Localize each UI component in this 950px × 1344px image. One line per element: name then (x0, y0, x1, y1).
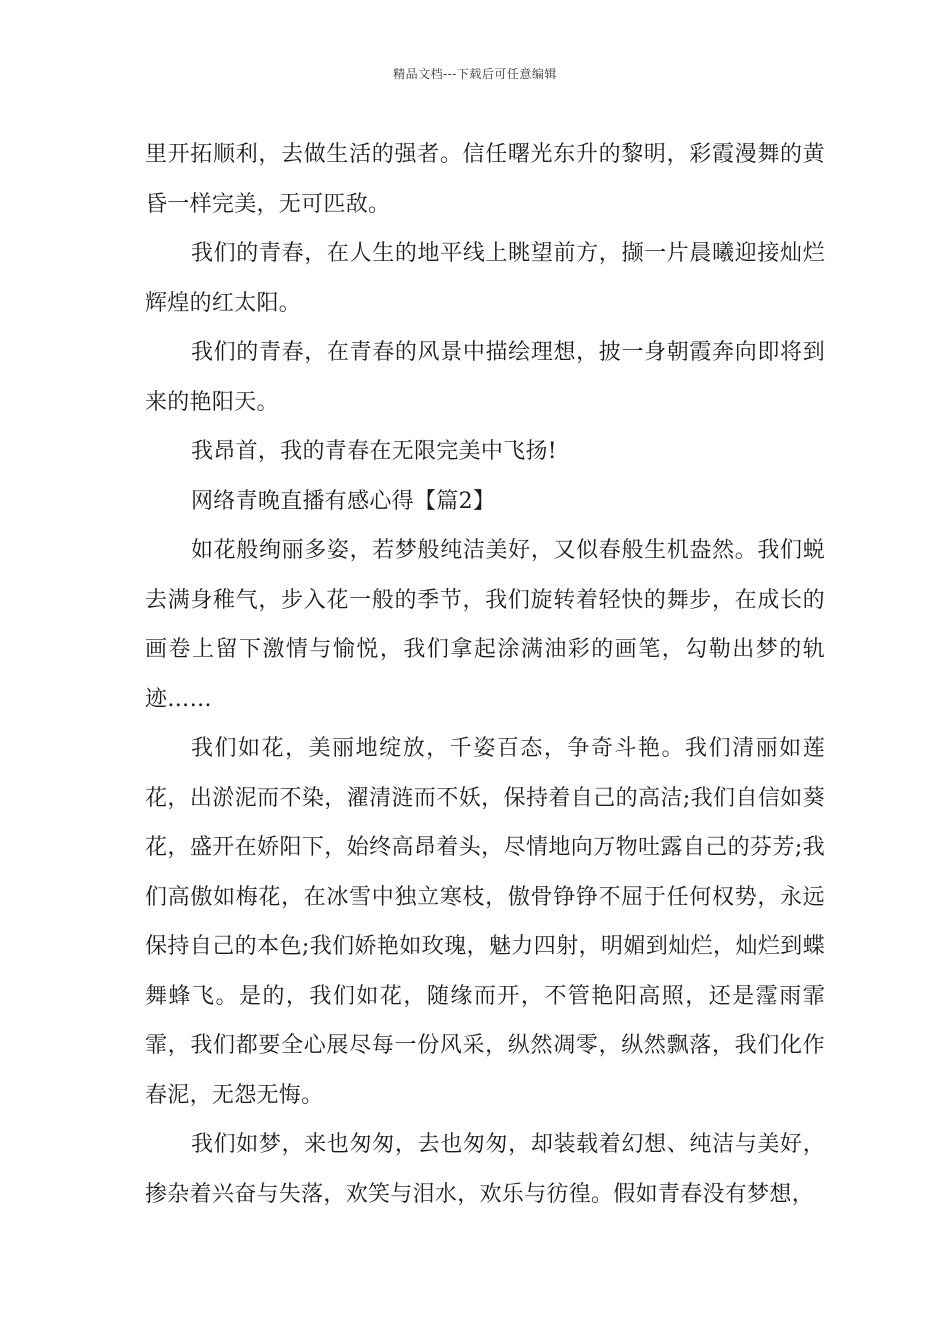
paragraph: 我们如梦，来也匆匆，去也匆匆，却装载着幻想、纯洁与美好，掺杂着兴奋与失落，欢笑与泪水，欢乐与彷徨。假如青春没有梦想， (145, 1132, 825, 1207)
paragraph: 我昂首，我的青春在无限完美中飞扬! (191, 439, 557, 464)
page-header: 精品文档---下载后可任意编辑 (393, 67, 557, 81)
paragraph: 我们如花，美丽地绽放，千姿百态，争奇斗艳。我们清丽如莲花，出淤泥而不染，濯清涟而不妖，保持着自己的高洁;我们自信如葵花，盛开在娇阳下，始终高昂着头，尽情地向万物吐露自己的芬芳;我们高傲如梅花，在冰雪中独立寒枝，傲骨铮铮不屈于任何权势，永远保持自己的本色;我们娇艳如玫瑰，魅力四射，明媚到灿烂，灿烂到蝶舞蜂飞。是的，我们如花，随缘而开，不管艳阳高照，还是霪雨霏霏，我们都要全心展尽每一份风采，纵然凋零，纵然飘落，我们化作春泥，无怨无悔。 (145, 736, 825, 1108)
paragraph: 我们的青春，在人生的地平线上眺望前方，撷一片晨曦迎接灿烂辉煌的红太阳。 (145, 241, 825, 316)
paragraph: 我们的青春，在青春的风景中描绘理想，披一身朝霞奔向即将到来的艳阳天。 (145, 340, 825, 415)
paragraph: 如花般绚丽多姿，若梦般纯洁美好，又似春般生机盎然。我们蜕去满身稚气，步入花一般的季节，我们旋转着轻快的舞步，在成长的画卷上留下激情与愉悦，我们拿起涂满油彩的画笔，勾勒出梦的轨迹…… (145, 538, 825, 712)
document-body (145, 130, 825, 1219)
paragraph: 里开拓顺利，去做生活的强者。信任曙光东升的黎明，彩霞漫舞的黄昏一样完美，无可匹敌。 (145, 142, 825, 217)
section-heading: 网络青晚直播有感心得【篇2】 (191, 488, 496, 514)
